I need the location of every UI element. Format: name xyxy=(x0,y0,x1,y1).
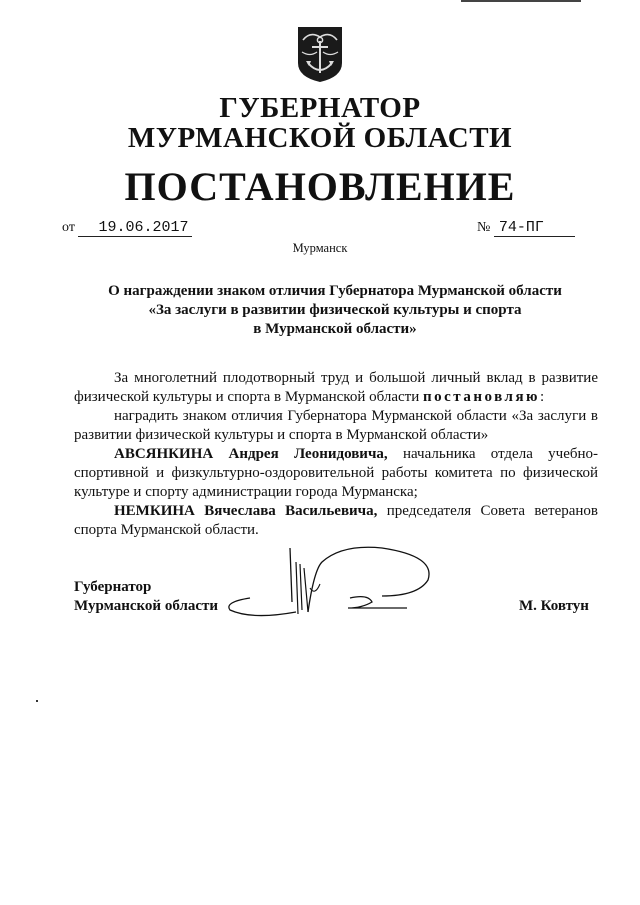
preamble-paragraph: За многолетний плодотворный труд и большой личный вклад в развитие физической культуры и спорта в Мурманской области постановляю: xyxy=(74,370,598,405)
issuer-line-1: ГУБЕРНАТОР xyxy=(219,92,421,124)
number-value: 74-ПГ xyxy=(494,220,575,237)
awardee-2-paragraph: НЕМКИНА Вячеслава Васильевича, председателя Совета ветеранов спорта Мурманской области. xyxy=(74,503,599,538)
date-value: 19.06.2017 xyxy=(78,220,192,237)
handwritten-signature xyxy=(222,540,442,620)
scan-speck xyxy=(36,700,38,702)
scan-corner-mark xyxy=(461,0,581,7)
issuer-line-2: МУРМАНСКОЙ ОБЛАСТИ xyxy=(127,122,513,154)
awardee-1-name: АВСЯНКИНА Андрея Леонидовича, xyxy=(114,446,388,462)
signatory-name: М. Ковтун xyxy=(519,598,589,614)
subject-line-1: О награждении знаком отличия Губернатора Мурманской области xyxy=(108,283,562,299)
awardee-1-paragraph: АВСЯНКИНА Андрея Леонидовича, начальника отдела учебно-спортивной и физкультурно-оздоровительной работы комитета по физической культуре и спорту администрации города Мурманска; xyxy=(74,446,599,500)
number-field xyxy=(477,220,575,237)
murmansk-coat-of-arms-icon xyxy=(296,25,344,83)
date-prefix: от xyxy=(62,220,75,235)
resolution-keyword: постановляю xyxy=(423,389,541,405)
number-prefix: № xyxy=(477,220,491,235)
document-type-title: ПОСТАНОВЛЕНИЕ xyxy=(124,164,516,209)
awardee-2-name: НЕМКИНА Вячеслава Васильевича, xyxy=(114,503,378,519)
subject-line-2: «За заслуги в развитии физической культуры и спорта xyxy=(148,302,522,318)
subject-line-3: в Мурманской области» xyxy=(253,321,417,337)
subject-heading xyxy=(70,282,600,339)
date-field xyxy=(62,220,192,237)
document-body xyxy=(74,369,598,540)
award-paragraph: наградить знаком отличия Губернатора Мурманской области «За заслуги в развитии физической культуры и спорта в Мурманской области» xyxy=(74,408,598,443)
signatory-title: Губернатор Мурманской области xyxy=(74,579,219,614)
city-label: Мурманск xyxy=(292,241,348,255)
